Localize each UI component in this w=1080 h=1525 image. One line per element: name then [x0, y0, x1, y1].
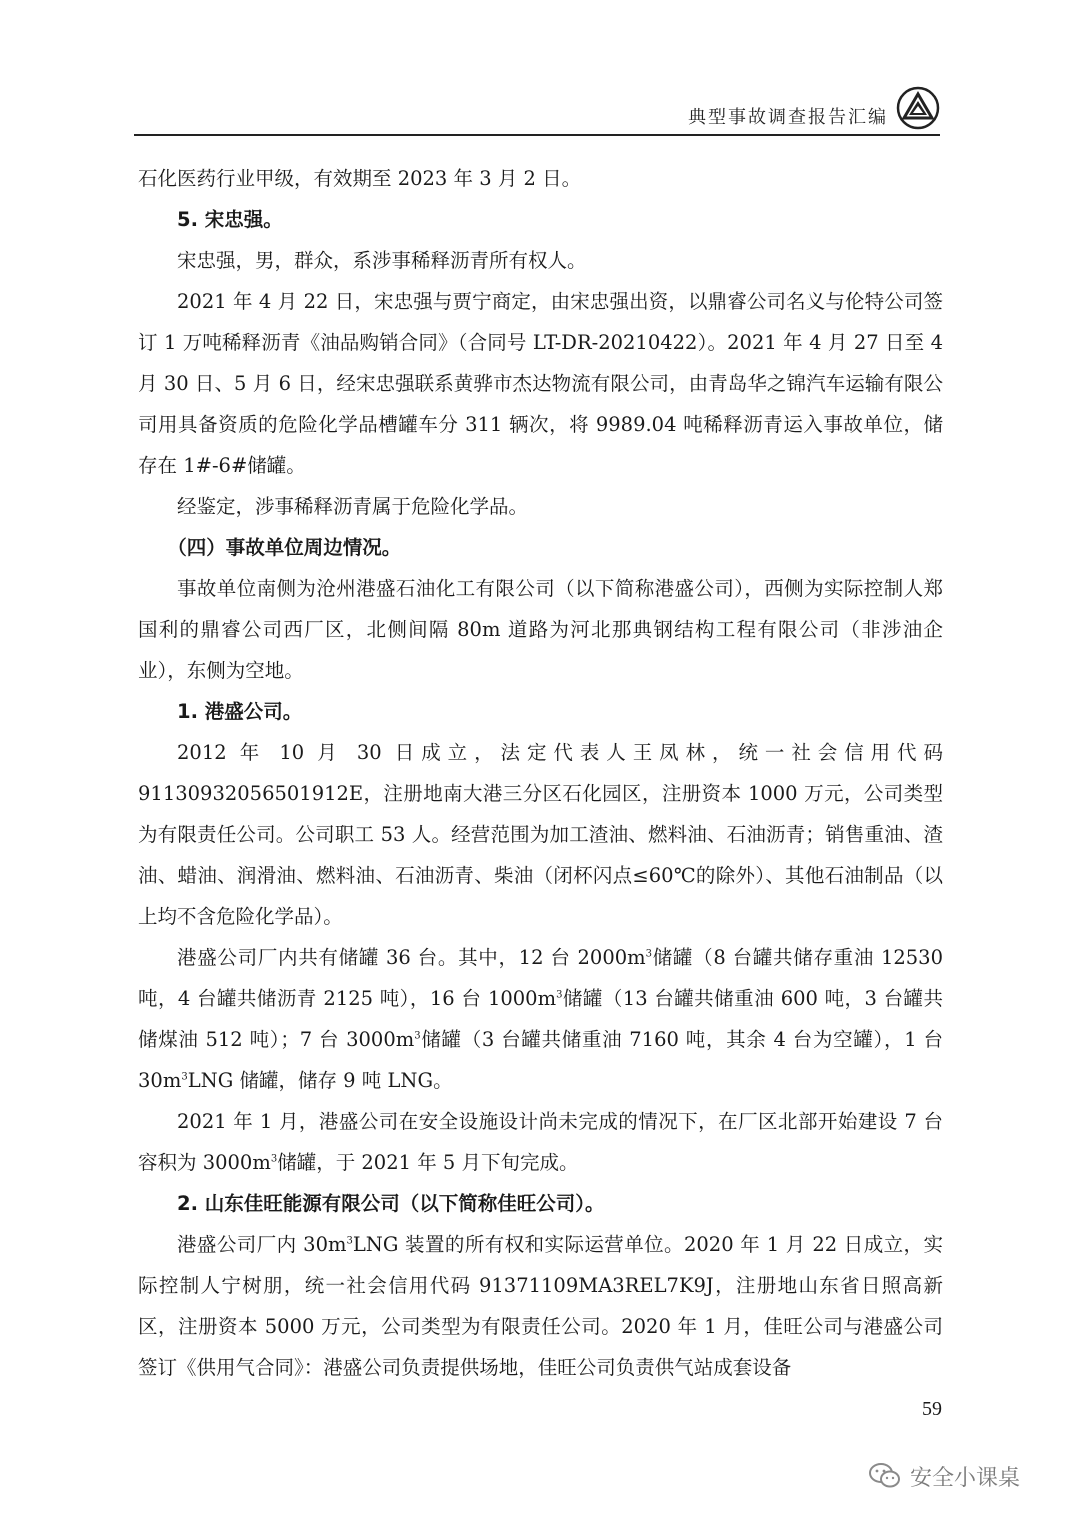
text-run: 储罐（8 台罐共储存重油 12530 吨，4 台罐共储沥青 2125 吨），16 台 1000m [138, 946, 943, 1010]
watermark-text: 安全小课桌 [910, 1465, 1021, 1491]
header-divider [134, 134, 940, 136]
superscript: 3 [270, 1153, 278, 1165]
paragraph-jiawang [138, 1224, 943, 1388]
paragraph-line: 2012 年 10 月 30 日成立，法定代表人王凤林，统一社会信用代码 [177, 741, 943, 764]
superscript: 3 [181, 1071, 188, 1083]
paragraph-construction [138, 1101, 943, 1183]
paragraph: 石化医药行业甲级，有效期至 2023 年 3 月 2 日。 [138, 167, 582, 190]
wechat-icon [868, 1462, 902, 1490]
subheading-gangsheng: 1. 港盛公司。 [177, 700, 303, 723]
document-body [138, 158, 943, 1388]
paragraph: 事故单位南侧为沧州港盛石油化工有限公司（以下简称港盛公司），西侧为实际控制人郑国利的鼎睿公司西厂区，北侧间隔 80m 道路为河北那典钢结构工程有限公司（非涉油企业），东侧为空地。 [138, 577, 943, 682]
paragraph: 经鉴定，涉事稀释沥青属于危险化学品。 [177, 495, 529, 518]
subheading-jiawang: 2. 山东佳旺能源有限公司（以下简称佳旺公司）。 [177, 1192, 605, 1215]
superscript: 3 [414, 1030, 421, 1042]
text-run: 2021 年 1 月，港盛公司在安全设施设计尚未完成的情况下，在厂区北部开始建设 7 台容积为 3000m [138, 1110, 943, 1174]
header-title: 典型事故调查报告汇编 [688, 107, 888, 128]
section-heading-surroundings: （四）事故单位周边情况。 [167, 536, 402, 559]
superscript: 3 [645, 948, 652, 960]
superscript: 3 [556, 989, 563, 1001]
paragraph: 2021 年 4 月 22 日，宋忠强与贾宁商定，由宋忠强出资，以鼎睿公司名义与伦特公司签订 1 万吨稀释沥青《油品购销合同》（合同号 LT-DR-20210422）。2021 年 4 月 27 日至 4 月 30 日、5 月 6 日，经宋忠强联系黄骅市杰达物流有限公司，由青岛华之锦汽车运输有限公司用具备资质的危险化学品槽罐车分 311 辆次，将 9989.04 吨稀释沥青运入事故单位，储存在 1#-6#储罐。 [138, 290, 943, 477]
paragraph: 91130932056501912E，注册地南大港三分区石化园区，注册资本 1000 万元，公司类型为有限责任公司。公司职工 53 人。经营范围为加工渣油、燃料油、石油沥青；销售重油、渣油、蜡油、润滑油、燃料油、石油沥青、柴油（闭杯闪点≤60℃的除外）、其他石油制品（以上均不含危险化学品）。 [138, 782, 943, 928]
superscript: 3 [346, 1235, 353, 1247]
text-run: LNG 储罐，储存 9 吨 LNG。 [187, 1069, 453, 1092]
watermark [868, 1456, 1020, 1496]
text-run: 储罐（3 台罐共储重油 7160 吨，其余 4 台为空罐），1 台 30m [138, 1028, 943, 1092]
text-run: 港盛公司厂内 30m [177, 1233, 347, 1256]
text-run: 港盛公司厂内共有储罐 36 台。其中，12 台 2000m [177, 946, 646, 969]
page-number: 59 [922, 1398, 942, 1420]
text-run: LNG 装置的所有权和实际运营单位。2020 年 1 月 22 日成立，实际控制人宁树朋，统一社会信用代码 91371109MA3REL7K9J，注册地山东省日照高新区，注册资本 5000 万元，公司类型为有限责任公司。2020 年 1 月，佳旺公司与港盛公司签订《供用气合同》：港盛公司负责提供场地，佳旺公司负责供气站成套设备 [138, 1233, 943, 1379]
text-run: 储罐，于 2021 年 5 月下旬完成。 [277, 1151, 579, 1174]
subheading-song-zhongqiang: 5. 宋忠强。 [177, 208, 283, 231]
text-run: 储罐（13 台罐共储重油 600 吨，3 台罐共储煤油 512 吨）；7 台 3000m [138, 987, 943, 1051]
triangle-logo-icon [896, 86, 940, 130]
paragraph-tanks [138, 937, 943, 1101]
paragraph: 宋忠强，男，群众，系涉事稀释沥青所有权人。 [177, 249, 587, 272]
